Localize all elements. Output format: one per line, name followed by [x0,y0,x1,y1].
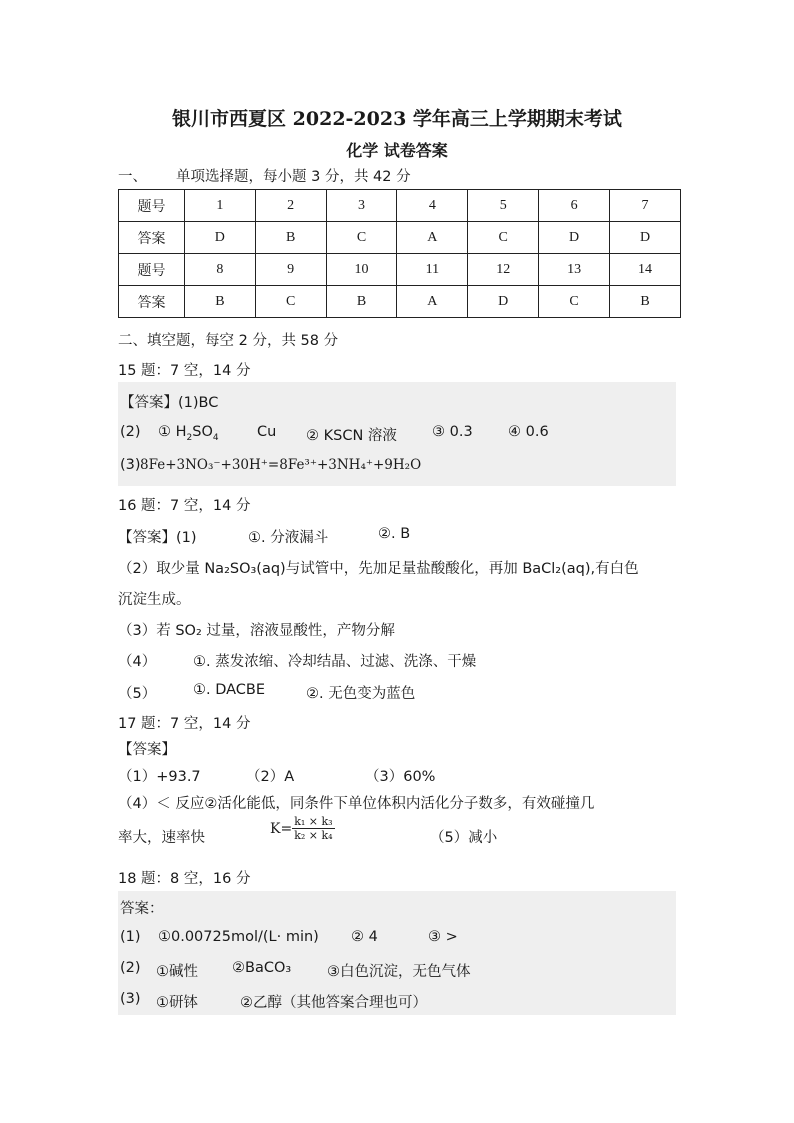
q16-line1-c: ②. B [378,526,411,542]
q18-line2-d: ③ > [428,929,458,945]
table-cell: C [326,222,397,254]
q15-line3-num: (3) [120,457,141,473]
table-cell: 14 [610,254,681,286]
q16-line3: （3）若 SO₂ 过量，溶液显酸性，产物分解 [118,623,395,639]
table-cell: 6 [539,190,610,222]
q18-line2-b: ①0.00725mol/(L· min) [158,929,319,945]
q16-line5-num: （5） [118,686,157,702]
table-row [119,190,681,222]
table-cell: 3 [326,190,397,222]
q16-line5-b: ①. DACBE [193,682,266,698]
q18-line1: 答案： [120,901,164,917]
q16-line4-b: ①. 蒸发浓缩、冷却结晶、过滤、洗涤、干燥 [193,654,477,670]
q16-header: 16 题：7 空，14 分 [118,498,251,514]
table-cell: B [326,286,397,318]
table-cell: 5 [468,190,539,222]
table-cell: D [539,222,610,254]
table-row-header-cell: 答案 [119,222,185,254]
section2-heading: 二、填空题，每空 2 分，共 58 分 [118,333,339,349]
table-cell: B [184,286,255,318]
table-cell: C [255,286,326,318]
table-cell: 12 [468,254,539,286]
q16-line1-prefix: 【答案】(1) [118,530,197,546]
q18-line3-d: ③白色沉淀，无色气体 [327,964,471,980]
q17-line1: 【答案】 [118,742,176,758]
table-cell: A [397,286,468,318]
table-cell: 13 [539,254,610,286]
q18-line3-c: ②BaCO₃ [232,960,292,976]
q18-header: 18 题：8 空，16 分 [118,871,251,887]
q16-line5-c: ②. 无色变为蓝色 [306,686,416,702]
q16-line1-b: ①. 分液漏斗 [248,530,329,546]
q16-line4-num: （4） [118,654,157,670]
q17-line2-a: （1）+93.7 [118,769,201,785]
q18-line4-c: ②乙醇（其他答案合理也可） [240,995,427,1011]
table-row-header-cell: 题号 [119,254,185,286]
q15-equation: 8Fe+3NO₃⁻+30H⁺=8Fe³⁺+3NH₄⁺+9H₂O [140,457,422,473]
table-cell: 9 [255,254,326,286]
q18-line3-num: (2) [120,960,141,976]
q15-line2-cu: Cu [257,424,277,440]
table-cell: 8 [184,254,255,286]
q15-line1: 【答案】(1)BC [120,395,219,411]
q18-line3-b: ①碱性 [156,964,198,980]
table-cell: C [468,222,539,254]
table-cell: 7 [610,190,681,222]
table-cell: D [610,222,681,254]
table-cell: C [539,286,610,318]
q15-line2-kscn: ② KSCN 溶液 [306,428,397,444]
section1-index: 一、 [118,169,147,185]
q17-line4-a: 率大，速率快 [118,830,205,846]
table-cell: B [610,286,681,318]
q15-header: 15 题：7 空，14 分 [118,363,251,379]
q18-line4-num: (3) [120,991,141,1007]
q17-rate-constant-expression: K= $\frac{\text{k₁ × k₃}}{\text{k₂ × k₄}}$ [270,815,333,842]
q15-line2-03: ③ 0.3 [432,424,473,440]
q15-line2-06: ④ 0.6 [508,424,549,440]
q15-line2-h2so4: ① $H_2SO_4$ [158,424,219,443]
table-cell: 11 [397,254,468,286]
table-row-header-cell: 题号 [119,190,185,222]
table-row [119,254,681,286]
table-cell: B [255,222,326,254]
q17-fraction: $\frac{\text{k₁ × k₃}}{\text{k₂ × k₄}}$ [294,815,333,842]
table-cell: 4 [397,190,468,222]
section1-heading: 单项选择题，每小题 3 分，共 42 分 [176,169,411,185]
page-subtitle: 化学 试卷答案 [346,141,448,160]
q16-line2b: 沉淀生成。 [118,592,191,608]
q16-line2: （2）取少量 Na₂SO₃(aq)与试管中，先加足量盐酸酸化，再加 BaCl₂(aq),有白色 [118,561,639,577]
q17-line2-b: （2）A [246,769,295,785]
table-row [119,286,681,318]
page-title: 银川市西夏区 2022-2023 学年高三上学期期末考试 [172,108,622,130]
table-cell: 10 [326,254,397,286]
table-row-header-cell: 答案 [119,286,185,318]
q17-line2-c: （3）60% [365,769,436,785]
q18-line2-num: (1) [120,929,141,945]
table-row [119,222,681,254]
q15-line2-num: (2) [120,424,141,440]
table-cell: A [397,222,468,254]
q17-header: 17 题：7 空，14 分 [118,716,251,732]
q18-line4-b: ①研钵 [156,995,198,1011]
table-cell: 2 [255,190,326,222]
table-cell: D [184,222,255,254]
answer-table [118,189,681,318]
q17-line3: （4）＜ 反应②活化能低，同条件下单位体积内活化分子数多，有效碰撞几 [118,796,595,812]
q17-line4-c: （5）减小 [430,830,498,846]
table-cell: 1 [184,190,255,222]
table-cell: D [468,286,539,318]
q18-line2-c: ② 4 [351,929,378,945]
